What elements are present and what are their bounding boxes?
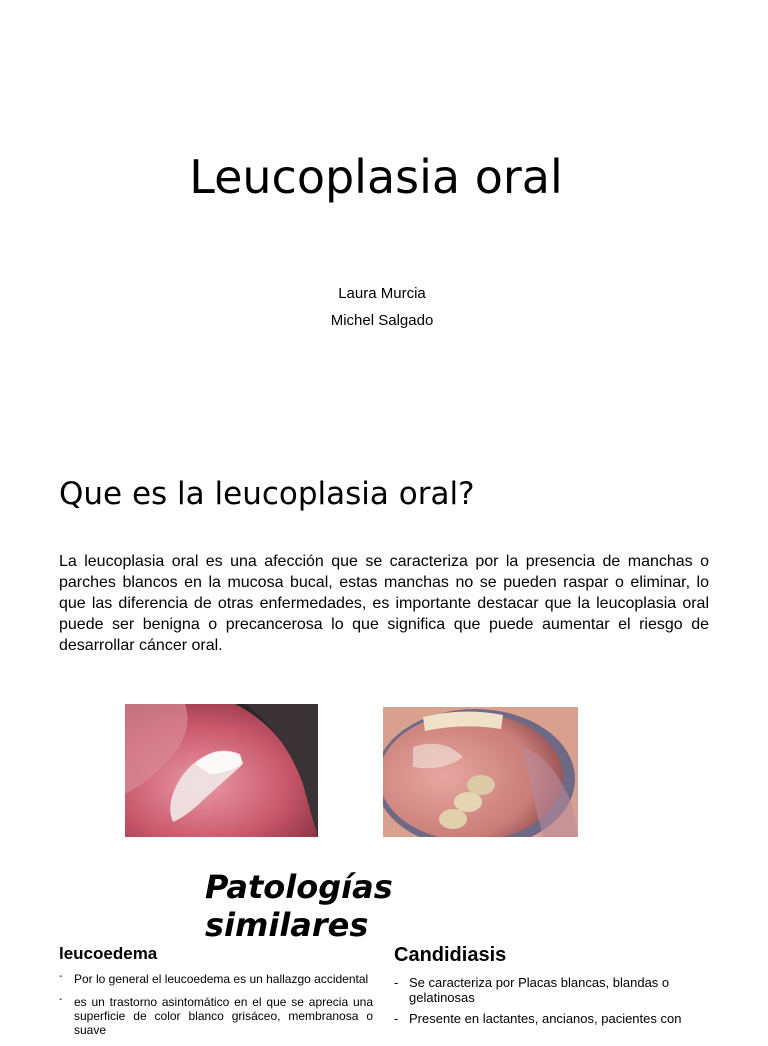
pathologies-heading-line: similares bbox=[205, 906, 369, 944]
list-item bbox=[59, 995, 373, 1037]
bullet-marker: - bbox=[394, 975, 399, 990]
bullet-marker: - bbox=[59, 994, 63, 1005]
pathologies-heading bbox=[205, 868, 393, 944]
candidiasis-heading: Candidiasis bbox=[394, 944, 507, 966]
list-item bbox=[394, 975, 694, 1005]
author-name: Laura Murcia bbox=[338, 285, 426, 302]
list-item-text: Presente en lactantes, ancianos, pacientes con bbox=[409, 1011, 682, 1026]
list-item-text: Por lo general el leucoedema es un hallazgo accidental bbox=[74, 972, 369, 986]
candidiasis-list bbox=[394, 975, 694, 1032]
definition-paragraph: La leucoplasia oral es una afección que se caracteriza por la presencia de manchas o parches blancos en la mucosa bucal, estas manchas no se pueden raspar o eliminar, lo que las diferencia de otras enfermedades, es importante destacar que la leucoplasia oral puede ser benigna o precancerosa lo que significa que puede aumentar el riesgo de desarrollar cáncer oral. bbox=[59, 553, 709, 654]
section-heading: Que es la leucoplasia oral? bbox=[59, 476, 475, 512]
author-name: Michel Salgado bbox=[330, 312, 434, 329]
leucoedema-heading: leucoedema bbox=[59, 944, 158, 963]
presentation-title: Leucoplasia oral bbox=[189, 150, 563, 204]
pathologies-heading-line: Patologías bbox=[205, 868, 393, 906]
mouth-interior-photo bbox=[383, 707, 578, 837]
bullet-marker: - bbox=[394, 1011, 399, 1026]
leucoedema-list bbox=[59, 972, 373, 1046]
lesion-closeup-photo bbox=[125, 704, 318, 837]
bullet-marker: - bbox=[59, 971, 63, 982]
list-item bbox=[59, 972, 373, 986]
list-item-text: Se caracteriza por Placas blancas, blandas o gelatinosas bbox=[409, 975, 670, 1005]
list-item-text: es un trastorno asintomático en el que se aprecia una superficie de color blanco grisáceo, membranosa o suave bbox=[74, 995, 373, 1037]
